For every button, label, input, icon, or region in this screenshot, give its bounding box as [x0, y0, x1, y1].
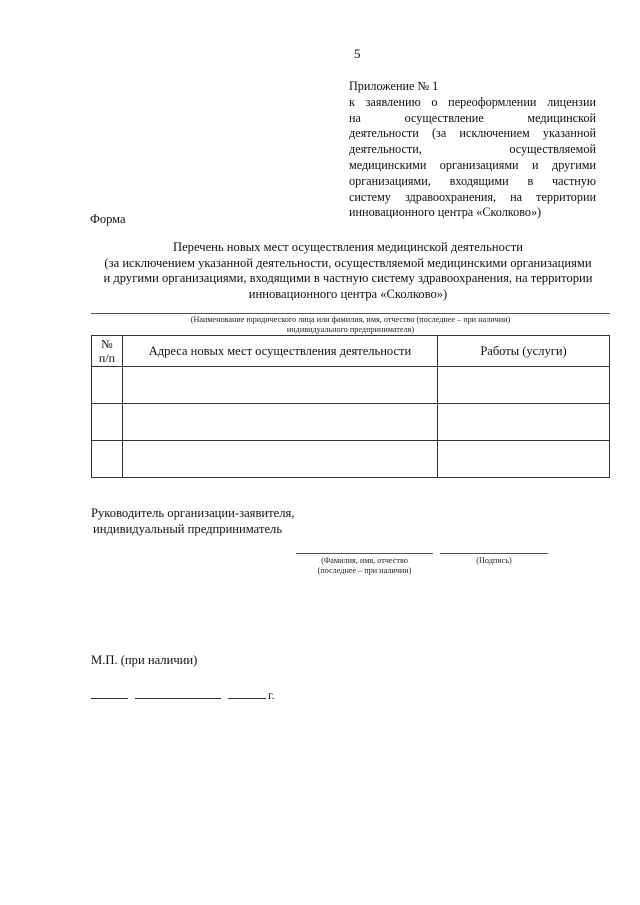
appendix-line: к заявлению о переоформлении лицензии	[349, 94, 596, 109]
appendix-line: деятельности, осуществляемой	[349, 142, 596, 157]
date-year-suffix: г.	[268, 688, 275, 702]
appendix-line: медицинскими организациями и другими	[349, 157, 596, 172]
table-cell[interactable]	[123, 404, 438, 441]
name-caption: (Фамилия, имя, отчество (последнее – при наличии)	[317, 556, 412, 575]
appendix-line: инновационного центра «Сколково»)	[349, 205, 542, 220]
name-signature-line	[296, 553, 433, 554]
appendix-line: деятельности (за исключением указанной	[349, 126, 596, 141]
org-name-line	[91, 313, 610, 314]
table-row	[92, 367, 610, 404]
title-line: Перечень новых мест осуществления медицинской деятельности	[172, 240, 524, 254]
places-table	[91, 335, 610, 478]
header-addresses: Адреса новых мест осуществления деятельности	[123, 336, 438, 367]
page-number: 5	[354, 46, 361, 61]
title-line: и другими организациями, входящими в частную систему здравоохранения, на территории	[103, 271, 593, 285]
form-label: Форма	[90, 212, 126, 226]
date-month-line	[135, 698, 221, 699]
table-cell[interactable]	[92, 441, 123, 478]
signature-caption: (Подпись)	[476, 556, 512, 565]
table-row	[92, 404, 610, 441]
signatory-title: Руководитель организации-заявителя, индивидуальный предприниматель	[91, 506, 295, 536]
appendix-line: Приложение № 1	[349, 79, 439, 93]
table-cell[interactable]	[92, 367, 123, 404]
title-line: инновационного центра «Сколково»)	[248, 286, 448, 301]
org-name-caption: (Наименование юридического лица или фамилия, имя, отчество (последнее – при наличии) индивидуального предпринимателя)	[190, 315, 511, 334]
appendix-line: организациями, входящими в частную	[349, 173, 596, 188]
appendix-header	[349, 79, 596, 221]
table-cell[interactable]	[92, 404, 123, 441]
date-day-line	[91, 698, 128, 699]
signature-line	[440, 553, 548, 554]
date-year-line	[228, 698, 266, 699]
table-cell[interactable]	[438, 367, 610, 404]
title-line: (за исключением указанной деятельности, осуществляемой медицинскими организациями	[104, 255, 592, 270]
table-cell[interactable]	[438, 404, 610, 441]
document-title	[80, 240, 616, 302]
header-number: № п/п	[92, 336, 123, 367]
table-cell[interactable]	[123, 441, 438, 478]
table-cell[interactable]	[123, 367, 438, 404]
appendix-line: на осуществление медицинской	[349, 110, 596, 125]
table-cell[interactable]	[438, 441, 610, 478]
table-row	[92, 441, 610, 478]
header-works: Работы (услуги)	[438, 336, 610, 367]
stamp-label: М.П. (при наличии)	[91, 653, 198, 667]
appendix-line: систему здравоохранения, на территории	[349, 189, 596, 204]
table-header-row	[92, 336, 610, 367]
